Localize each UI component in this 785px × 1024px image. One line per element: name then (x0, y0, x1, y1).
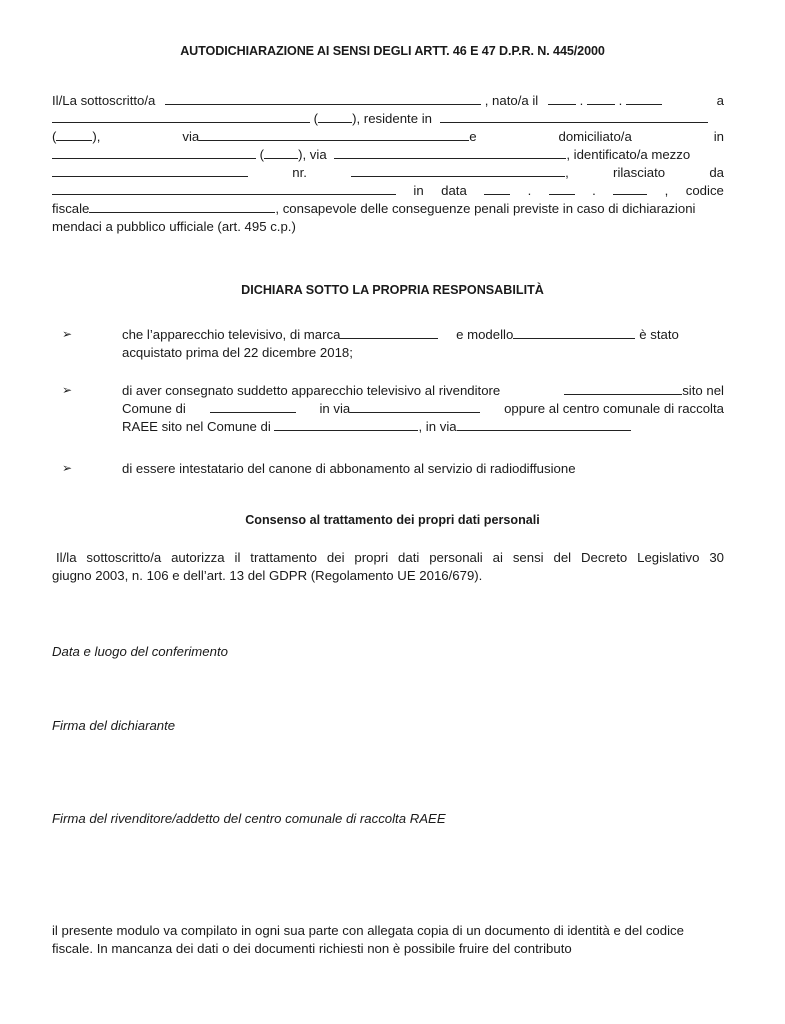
label-located-in: sito nel (682, 383, 724, 398)
paren-open: ( (52, 129, 57, 144)
label-undersigned: Il/La sottoscritto/a (52, 93, 156, 108)
residence-street-field[interactable] (199, 128, 469, 141)
domicile-city-field[interactable] (52, 146, 256, 159)
date-separator: . (618, 93, 623, 108)
declaration-item-3: di essere intestatario del canone di abbonamento al servizio di radiodiffusione (122, 461, 576, 476)
label-at: a (716, 93, 724, 108)
declaration-item-1-line-2: acquistato prima del 22 dicembre 2018; (122, 345, 353, 360)
declaration-item-2-line-2 (122, 400, 724, 418)
label-delivered-to-retailer: di aver consegnato suddetto apparecchio televisivo al rivenditore (122, 383, 501, 398)
label-via: via (182, 129, 200, 144)
label-issued: rilasciato (613, 165, 666, 180)
label-was: è stato (639, 327, 679, 342)
footer-line-2: fiscale. In mancanza dei dati o dei documenti richiesti non è possibile fruire del contributo (52, 941, 572, 956)
label-identified-by: , identificato/a mezzo (566, 147, 691, 162)
tv-brand-field[interactable] (340, 326, 438, 339)
retailer-field[interactable] (564, 382, 682, 395)
id-document-number-field[interactable] (351, 164, 565, 177)
label-model: e modello (456, 327, 514, 342)
paren-close: ), (92, 129, 101, 144)
label-street: in via (319, 401, 351, 416)
arrow-bullet-icon: ➢ (62, 461, 73, 475)
birth-year-field[interactable] (626, 92, 662, 105)
label-raee-municipality: RAEE sito nel Comune di (122, 419, 271, 434)
label-resident: ), residente in (352, 111, 432, 126)
retailer-signature-label: Firma del rivenditore/addetto del centro comunale di raccolta RAEE (52, 811, 446, 826)
label-number: nr. (292, 165, 307, 180)
issue-year-field[interactable] (613, 182, 647, 195)
intro-line-3 (52, 128, 724, 146)
tax-code-field[interactable] (89, 200, 275, 213)
date-separator: . (579, 93, 584, 108)
raee-municipality-field[interactable] (274, 418, 418, 431)
penal-awareness-text: , consapevole delle conseguenze penali previste in caso di dichiarazioni (275, 201, 696, 216)
label-municipality: Comune di (122, 401, 186, 416)
label-by: da (709, 165, 724, 180)
document-title: AUTODICHIARAZIONE AI SENSI DEGLI ARTT. 46 E 47 D.P.R. N. 445/2000 (180, 44, 605, 58)
arrow-bullet-icon: ➢ (62, 327, 73, 341)
comma: , (565, 165, 569, 180)
label-in: in (413, 183, 424, 198)
label-or-collection-center: oppure al centro comunale di raccolta (504, 401, 724, 416)
intro-line-1 (52, 92, 724, 110)
label-date: data (441, 183, 467, 198)
consent-line-1: Il/la sottoscritto/a autorizza il trattamento dei propri dati personali ai sensi del Decreto Legislativo 30 (56, 550, 724, 565)
declaration-heading: DICHIARA SOTTO LA PROPRIA RESPONSABILITÀ (241, 283, 544, 297)
label-domiciled: domiciliato/a (558, 129, 632, 144)
date-separator: . (592, 183, 596, 198)
residence-city-field[interactable] (440, 110, 708, 123)
birth-province-field[interactable] (318, 110, 352, 123)
declaration-item-2-line-3 (122, 418, 724, 436)
birth-day-field[interactable] (548, 92, 576, 105)
retailer-street-field[interactable] (350, 400, 480, 413)
domicile-province-field[interactable] (264, 146, 298, 159)
retailer-municipality-field[interactable] (210, 400, 296, 413)
label-brand: che l’apparecchio televisivo, di marca (122, 327, 341, 342)
issuer-field[interactable] (52, 182, 396, 195)
label-street: , in via (418, 419, 457, 434)
birth-month-field[interactable] (587, 92, 615, 105)
declaration-item-1-line-1 (122, 326, 724, 344)
declarant-signature-label: Firma del dichiarante (52, 718, 176, 733)
date-place-label: Data e luogo del conferimento (52, 644, 228, 659)
declaration-item-2-line-1 (122, 382, 724, 400)
birthplace-field[interactable] (52, 110, 310, 123)
label-in: in (713, 129, 724, 144)
intro-line-2 (52, 110, 724, 128)
paren-open: ( (259, 147, 265, 162)
tv-model-field[interactable] (513, 326, 635, 339)
consent-line-2: giugno 2003, n. 106 e dell’art. 13 del GDPR (Regolamento UE 2016/679). (52, 568, 483, 583)
issue-day-field[interactable] (484, 182, 510, 195)
arrow-bullet-icon: ➢ (62, 383, 73, 397)
label-fiscal: fiscale (52, 201, 90, 216)
label-tax-code: codice (685, 183, 724, 198)
label-born: , nato/a il (484, 93, 539, 108)
intro-line-7 (52, 200, 724, 218)
residence-province-field[interactable] (56, 128, 92, 141)
id-document-type-field[interactable] (52, 164, 248, 177)
raee-street-field[interactable] (457, 418, 631, 431)
name-field[interactable] (165, 92, 481, 105)
intro-line-5 (52, 164, 724, 182)
paren-open: ( (313, 111, 319, 126)
intro-line-8: mendaci a pubblico ufficiale (art. 495 c.p.) (52, 219, 296, 234)
footer-line-1: il presente modulo va compilato in ogni sua parte con allegata copia di un documento di identità e del codice (52, 923, 684, 938)
consent-heading: Consenso al trattamento dei propri dati personali (245, 513, 540, 527)
issue-month-field[interactable] (549, 182, 575, 195)
comma: , (664, 183, 669, 198)
intro-line-6 (52, 182, 724, 200)
date-separator: . (527, 183, 532, 198)
domicile-street-field[interactable] (334, 146, 566, 159)
label-and: e (469, 129, 477, 144)
intro-line-4 (52, 146, 724, 164)
label-via: ), via (298, 147, 327, 162)
